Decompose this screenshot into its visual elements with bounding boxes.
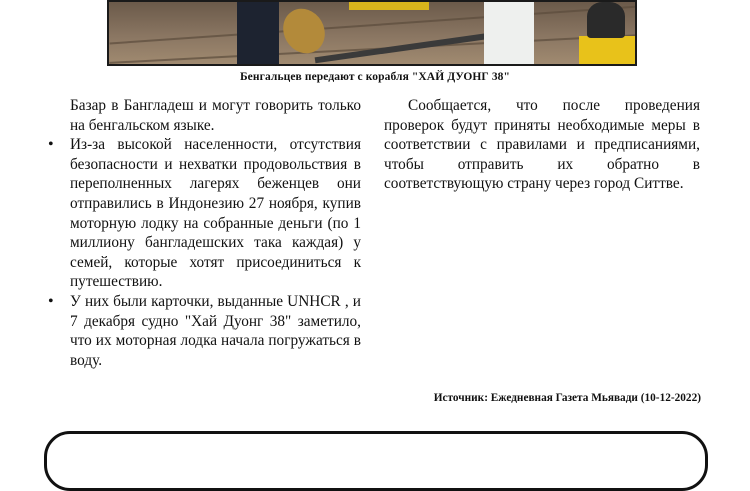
bullet-list	[70, 135, 361, 370]
source-citation: Источник: Ежедневная Газета Мьявади (10-12-2022)	[433, 392, 701, 404]
rounded-frame	[44, 431, 708, 491]
person-figure	[484, 2, 534, 66]
person-figure	[237, 2, 279, 66]
photo-caption: Бенгальцев передают с корабля "ХАЙ ДУОНГ 38"	[239, 71, 511, 83]
bullet-item: • У них были карточки, выданные UNHCR , и 7 декабря судно "Хай Дуонг 38" заметило, что их моторная лодка начала погружаться в воду.	[70, 292, 361, 370]
person-figure	[587, 2, 625, 38]
news-photo	[107, 0, 637, 66]
left-column	[70, 96, 361, 370]
intro-paragraph: Базар в Бангладеш и могут говорить только на бенгальском языке.	[70, 97, 361, 134]
right-column	[384, 96, 700, 194]
right-paragraph: Сообщается, что после проведения проверок будут приняты необходимые меры в соответствии с правилами и предписаниями, чтобы отправить их обратно в соответствующую страну через город Ситтве.	[384, 97, 700, 193]
bullet-item: • Из-за высокой населенности, отсутствия безопасности и нехватки продовольствия в переполненных лагерях беженцев они отправились в Индонезию 27 ноября, купив моторную лодку на собранные деньги (по 1 миллиону бангладешских така каждая) у семей, которые хотят присоединиться к путешествию.	[70, 135, 361, 292]
